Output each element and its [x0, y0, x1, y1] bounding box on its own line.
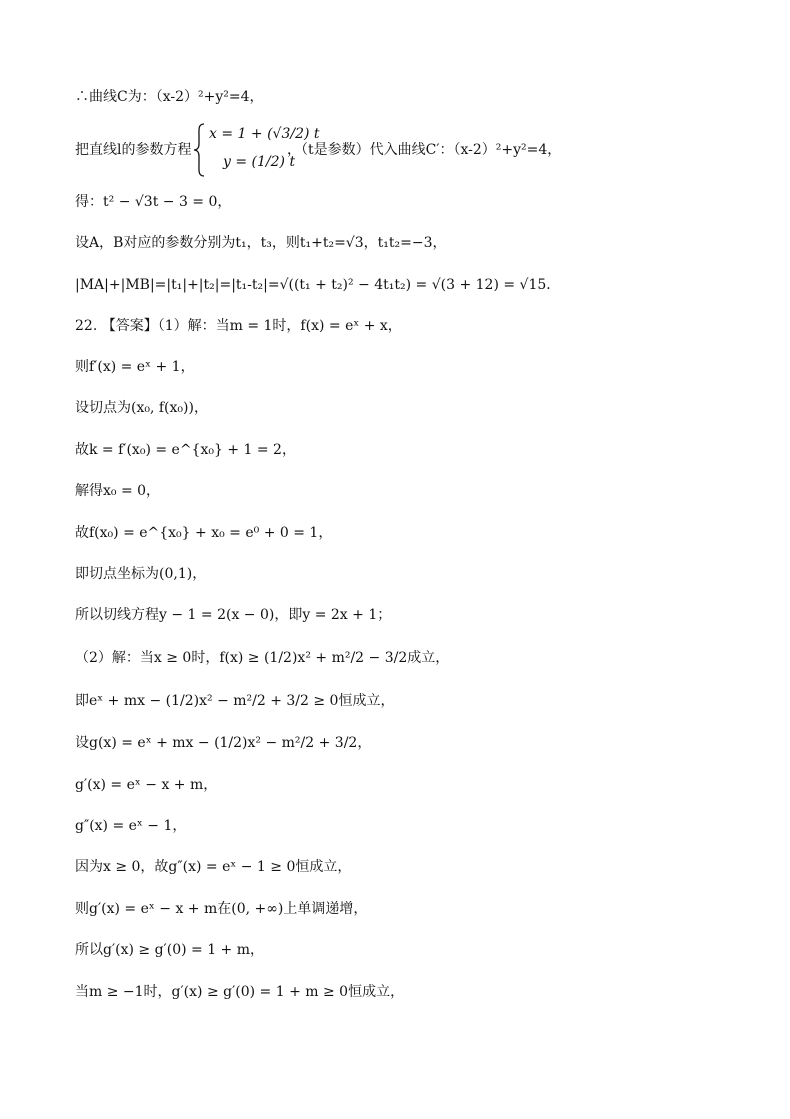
left-brace-icon	[192, 122, 206, 178]
line-inequality: 即eˣ + mx − (1/2)x² − m²/2 + 3/2 ≥ 0恒成立，	[75, 693, 395, 709]
line-quadratic: 得：t² − √3t − 3 = 0，	[75, 194, 232, 210]
line-f-x0: 故f(x₀) = e^{x₀} + x₀ = e⁰ + 0 = 1，	[75, 525, 333, 541]
line-q22-part1: 22. 【答案】（1）解：当m = 1时，f(x) = eˣ + x，	[75, 318, 402, 334]
line-params-ab: 设A，B对应的参数分别为t₁，t₃，则t₁+t₂=√3，t₁t₂=−3，	[75, 235, 447, 251]
param-row-y: y = (1/2) t	[223, 154, 296, 170]
line-m-condition: 当m ≥ −1时，g′(x) ≥ g′(0) = 1 + m ≥ 0恒成立，	[75, 984, 405, 1000]
line-g-prime-bound: 所以g′(x) ≥ g′(0) = 1 + m，	[75, 942, 265, 958]
line-q22-part2: （2）解：当x ≥ 0时，f(x) ≥ (1/2)x² + m²/2 − 3/2成立，	[75, 650, 450, 666]
param-suffix: ，（t是参数）代入曲线C′：（x-2）²+y²=4，	[287, 142, 562, 158]
line-define-g: 设g(x) = eˣ + mx − (1/2)x² − m²/2 + 3/2，	[75, 735, 372, 751]
parametric-equation-block	[75, 122, 635, 178]
line-g-double-prime: g″(x) = eˣ − 1，	[75, 818, 187, 834]
param-row-x: x = 1 + (√3/2) t	[209, 126, 320, 142]
line-tangent-point: 设切点为(x₀, f(x₀))，	[75, 400, 208, 416]
line-ma-mb: |MA|+|MB|=|t₁|+|t₂|=|t₁-t₂|=√((t₁ + t₂)² − 4t₁t₂) = √(3 + 12) = √15．	[75, 277, 561, 293]
line-slope: 故k = f′(x₀) = e^{x₀} + 1 = 2，	[75, 442, 296, 458]
line-solve-x0: 解得x₀ = 0，	[75, 483, 161, 499]
line-derivative: 则f′(x) = eˣ + 1，	[75, 359, 195, 375]
param-prefix: 把直线l的参数方程	[75, 142, 192, 158]
line-g-prime: g′(x) = eˣ − x + m，	[75, 777, 218, 793]
line-tangent-coords: 即切点坐标为(0,1)，	[75, 566, 207, 582]
line-because: 因为x ≥ 0，故g″(x) = eˣ − 1 ≥ 0恒成立，	[75, 859, 352, 875]
line-increasing: 则g′(x) = eˣ − x + m在(0, +∞)上单调递增，	[75, 901, 368, 917]
line-tangent-equation: 所以切线方程y − 1 = 2(x − 0)，即y = 2x + 1；	[75, 607, 392, 623]
line-curve-c: ∴曲线C为：（x-2）²+y²=4，	[75, 89, 264, 105]
